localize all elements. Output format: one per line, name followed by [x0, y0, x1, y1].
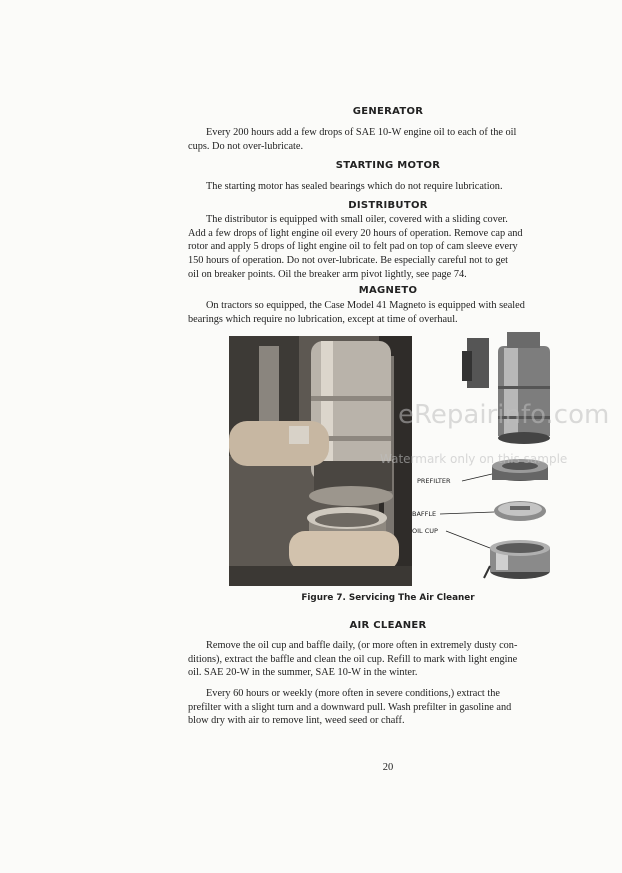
watermark-main: eRepairinfo.com — [398, 400, 610, 430]
air-cleaner-p1-line-2: ditions), extract the baffle and clean the oil cup. Refill to mark with light engine — [188, 653, 518, 665]
air-cleaner-p2-line-2: prefilter with a slight turn and a downward pull. Wash prefilter in gasoline and — [188, 701, 512, 713]
label-oil-cup: OIL CUP — [412, 527, 438, 535]
figure-caption: Figure 7. Servicing The Air Cleaner — [301, 593, 475, 603]
air-cleaner-heading: AIR CLEANER — [349, 620, 427, 631]
generator-line-1: Every 200 hours add a few drops of SAE 10-W engine oil to each of the oil — [206, 127, 517, 138]
magneto-text — [188, 299, 588, 326]
watermark-sub: Watermark only on this sample — [380, 452, 568, 466]
distributor-line-5: oil on breaker points. Oil the breaker arm pivot lightly, see page 74. — [188, 268, 467, 280]
air-cleaner-p2-line-1: Every 60 hours or weekly (more often in severe conditions,) extract the — [206, 688, 500, 699]
air-cleaner-paragraph-2 — [188, 687, 588, 728]
generator-line-2: cups. Do not over-lubricate. — [188, 140, 304, 152]
generator-text — [188, 126, 588, 153]
label-prefilter: PREFILTER — [417, 477, 451, 485]
distributor-text — [188, 213, 588, 282]
distributor-line-2: Add a few drops of light engine oil every 20 hours of operation. Remove cap and — [188, 227, 523, 239]
magneto-line-2: bearings which require no lubrication, except at time of overhaul. — [188, 313, 458, 325]
air-cleaner-p1-line-1: Remove the oil cup and baffle daily, (or more often in extremely dusty con- — [206, 640, 518, 651]
distributor-line-4: 150 hours of operation. Do not over-lubricate. Be especially careful not to get — [188, 255, 509, 267]
generator-heading: GENERATOR — [352, 106, 424, 117]
air-cleaner-p2-line-3: blow dry with air to remove lint, weed seed or chaff. — [188, 715, 405, 727]
distributor-line-1: The distributor is equipped with small oiler, covered with a sliding cover. — [206, 214, 508, 225]
magneto-line-1: On tractors so equipped, the Case Model 41 Magneto is equipped with sealed — [206, 300, 525, 311]
air-cleaner-paragraph-1 — [188, 639, 588, 680]
page-number: 20 — [382, 762, 394, 773]
starting-motor-text — [188, 180, 588, 194]
label-baffle: BAFFLE — [412, 510, 437, 518]
starting-motor-line-1: The starting motor has sealed bearings which do not require lubrication. — [206, 181, 503, 192]
distributor-line-3: rotor and apply 5 drops of light engine oil to felt pad on top of cam sleeve every — [188, 241, 518, 253]
distributor-heading: DISTRIBUTOR — [348, 200, 428, 211]
starting-motor-heading: STARTING MOTOR — [335, 160, 441, 171]
magneto-heading: MAGNETO — [358, 285, 418, 296]
air-cleaner-p1-line-3: oil. SAE 20-W in the summer, SAE 10-W in the winter. — [188, 667, 418, 679]
